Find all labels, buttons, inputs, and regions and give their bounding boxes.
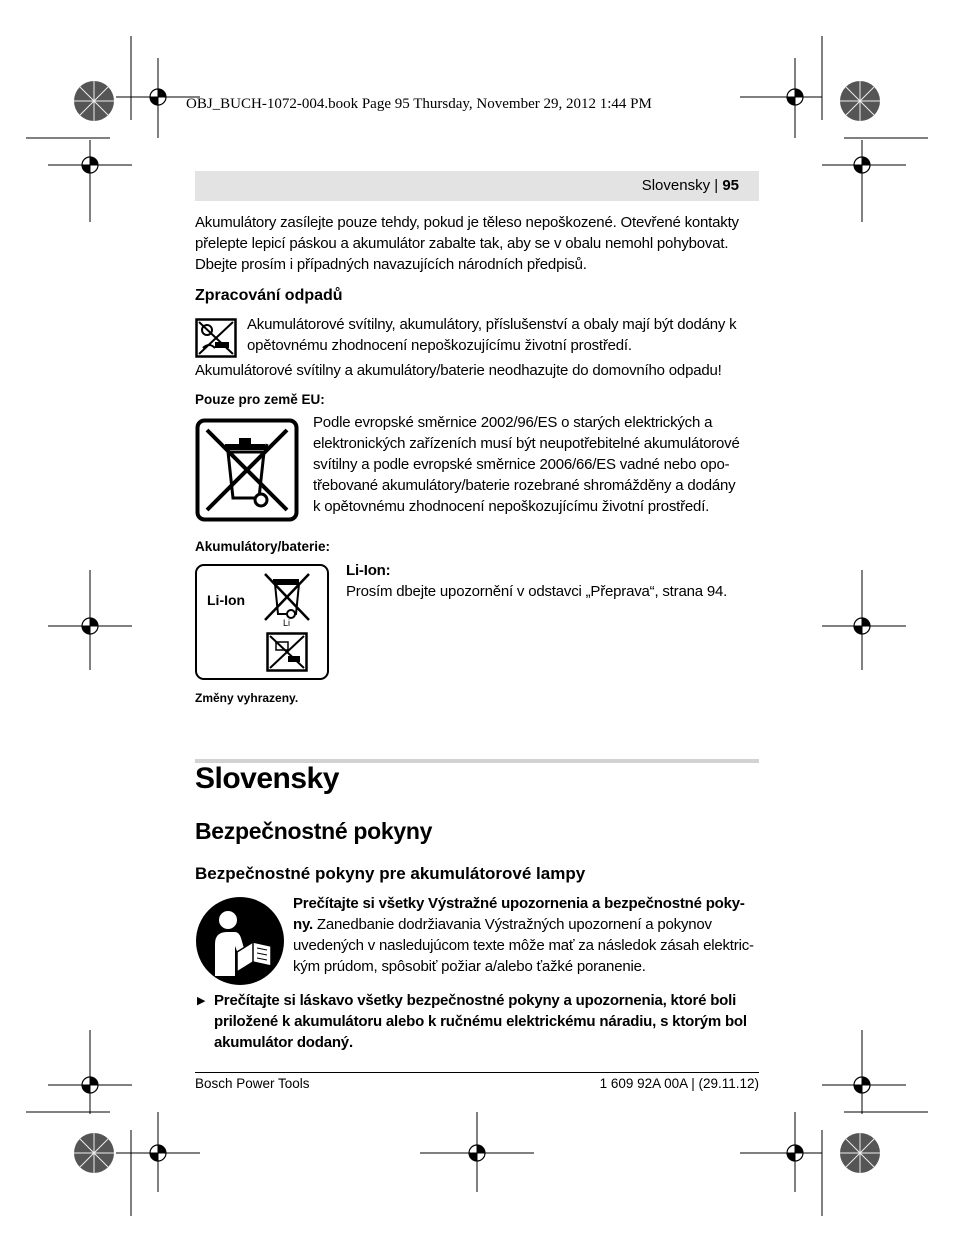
disposal-icon-text — [247, 314, 736, 356]
intro-line: Akumulátory zasílejte pouze tehdy, pokud je těleso nepoškozené. Otevřené kontakty — [195, 214, 739, 231]
eu-text — [313, 412, 740, 517]
bullet-line: Prečítajte si láskavo všetky bezpečnostné pokyny a upozornenia, ktoré boli — [214, 992, 737, 1009]
read-warning-bold: Prečítajte si všetky Výstražné upozornenia a bezpečnostné poky- — [293, 895, 745, 912]
read-warning-rest: Zanedbanie dodržiavania Výstražných upozornení a pokynov — [312, 916, 712, 933]
li-ion-label: Li-Ion: — [346, 562, 391, 579]
read-warning-bold-cont: ny. — [293, 916, 313, 933]
read-warning-text — [293, 893, 754, 977]
eu-line: třebované akumulátory/baterie rozebrané shromážděny a dodány — [313, 477, 736, 494]
bullet-triangle-icon: ▶ — [197, 995, 206, 1007]
disposal-line: Akumulátorové svítilny, akumulátory, příslušenství a obaly mají být dodány k — [247, 316, 737, 333]
language-title: Slovensky — [195, 762, 339, 795]
bullet-text — [214, 990, 747, 1053]
batteries-label: Akumulátory/baterie: — [195, 539, 331, 554]
intro-line: Dbejte prosím i případných navazujících národních předpisů. — [195, 256, 587, 273]
eu-line: k opětovnému zhodnocení nepoškozujícímu životní prostředí. — [313, 498, 710, 515]
eu-line: Podle evropské směrnice 2002/96/ES o starých elektrických a — [313, 414, 713, 431]
read-manual-icon — [195, 896, 285, 986]
lamp-safety-heading: Bezpečnostné pokyny pre akumulátorové lampy — [195, 864, 586, 883]
disposal-warning: Akumulátorové svítilny a akumulátory/baterie neodhazujte do domovního odpadu! — [195, 362, 722, 379]
li-ion-text: Prosím dbejte upozornění v odstavci „Přeprava“, strana 94. — [346, 583, 728, 600]
intro-paragraph — [195, 212, 739, 275]
recycling-tools-icon — [195, 318, 237, 358]
read-warning-line: kým prúdom, spôsobiť požiar a/alebo ťažké poranenie. — [293, 958, 646, 975]
footer-brand: Bosch Power Tools — [195, 1076, 310, 1091]
eu-label: Pouze pro země EU: — [195, 392, 325, 407]
li-symbol: Li — [283, 618, 291, 628]
li-ion-recycle-icon — [266, 632, 308, 672]
eu-line: elektronických zařízeních musí být neupotřebitelné akumulátorové — [313, 435, 740, 452]
print-info: OBJ_BUCH-1072-004.book Page 95 Thursday, November 29, 2012 1:44 PM — [186, 96, 652, 112]
header-section: Slovensky — [641, 177, 711, 194]
intro-line: přelepte lepicí páskou a akumulátor zabalte tak, aby se v obalu nemohl pohybovat. — [195, 235, 729, 252]
disposal-line: opětovnému zhodnocení nepoškozujícímu životní prostředí. — [247, 337, 632, 354]
crossed-bin-icon — [195, 418, 299, 522]
page-header — [195, 171, 759, 201]
header-separator: | — [710, 177, 723, 194]
footer-rule — [195, 1072, 759, 1073]
safety-heading: Bezpečnostné pokyny — [195, 818, 433, 844]
header-text — [642, 177, 739, 194]
bullet-line: akumulátor dodaný. — [214, 1034, 353, 1051]
footer-doc-number: 1 609 92A 00A | (29.11.12) — [599, 1076, 759, 1091]
li-ion-badge — [195, 564, 329, 680]
bullet-line: priložené k akumulátoru alebo k ručnému elektrickému náradiu, s ktorým bol — [214, 1013, 747, 1030]
page-number: 95 — [722, 177, 739, 194]
read-warning-line: uvedených v nasledujúcom texte môže mať za následok zásah elektric- — [293, 937, 754, 954]
eu-line: svítilny a podle evropské směrnice 2006/66/ES vadné nebo opo- — [313, 456, 730, 473]
changes-note: Změny vyhrazeny. — [195, 691, 299, 705]
li-ion-badge-text: Li-Ion — [207, 592, 246, 608]
disposal-heading: Zpracování odpadů — [195, 287, 343, 304]
